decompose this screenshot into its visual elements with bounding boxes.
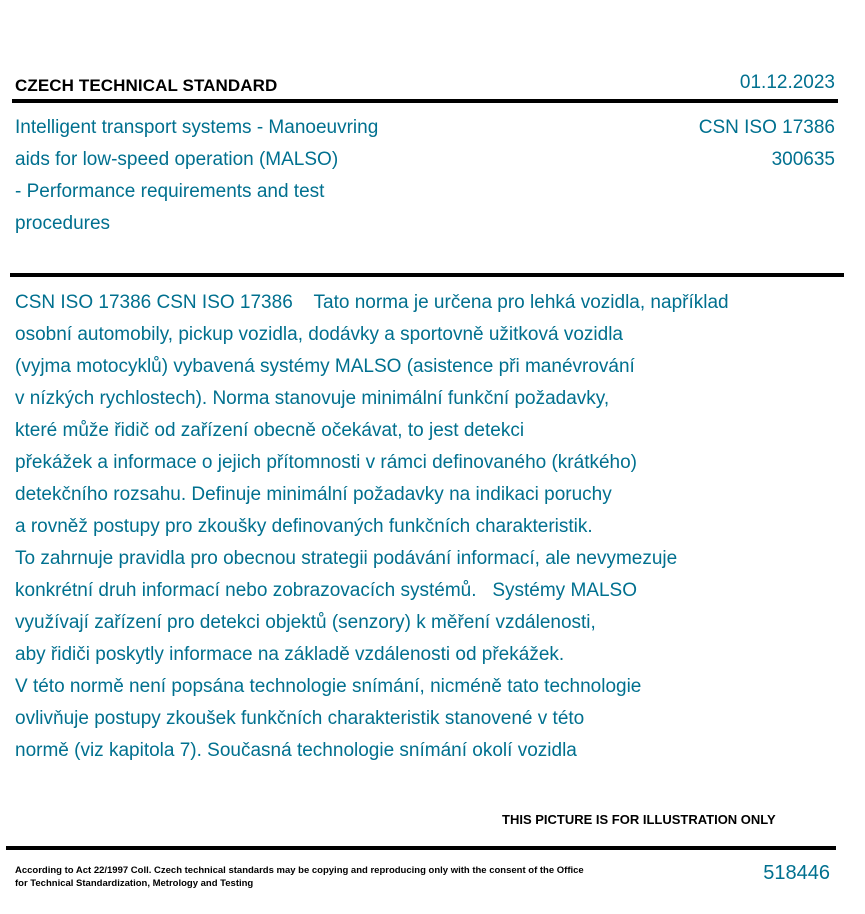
document-type-label: CZECH TECHNICAL STANDARD <box>15 76 278 95</box>
body-line: detekčního rozsahu. Definuje minimální požadavky na indikaci poruchy <box>15 484 612 505</box>
body-line: osobní automobily, pickup vozidla, dodávky a sportovně užitková vozidla <box>15 324 623 345</box>
body-line: v nízkých rychlostech). Norma stanovuje minimální funkční požadavky, <box>15 388 610 409</box>
title-line: - Performance requirements and test <box>15 181 325 202</box>
body-line: ovlivňuje postupy zkoušek funkčních charakteristik stanovené v této <box>15 708 585 729</box>
publication-date: 01.12.2023 <box>739 72 835 93</box>
body-line: V této normě není popsána technologie snímání, nicméně tato technologie <box>15 676 642 697</box>
body-line: aby řidiči poskytly informace na základě vzdálenosti od překážek. <box>15 644 565 665</box>
standard-number: 300635 <box>771 149 835 170</box>
title-line: aids for low-speed operation (MALSO) <box>15 149 339 170</box>
illustration-note: THIS PICTURE IS FOR ILLUSTRATION ONLY <box>502 812 776 827</box>
title-line: Intelligent transport systems - Manoeuvring <box>15 117 379 138</box>
body-line: překážek a informace o jejich přítomnosti v rámci definovaného (krátkého) <box>15 452 638 473</box>
body-line: které může řidič od zařízení obecně očekávat, to jest detekci <box>15 420 525 441</box>
header-divider <box>12 99 838 103</box>
document-id: 518446 <box>763 862 830 884</box>
body-line: To zahrnuje pravidla pro obecnou strategii podávání informací, ale nevymezuje <box>15 548 678 569</box>
copyright-notice-line: According to Act 22/1997 Coll. Czech technical standards may be copying and reproducing only with the consent of the Office <box>15 865 584 876</box>
body-line: využívají zařízení pro detekci objektů (senzory) k měření vzdálenosti, <box>15 612 596 633</box>
title-divider <box>10 273 844 277</box>
body-line: (vyjma motocyklů) vybavená systémy MALSO (asistence při manévrování <box>15 356 635 377</box>
body-line: CSN ISO 17386 CSN ISO 17386 Tato norma je určena pro lehká vozidla, například <box>15 292 729 313</box>
body-line: normě (viz kapitola 7). Současná technologie snímání okolí vozidla <box>15 740 577 761</box>
title-line: procedures <box>15 213 111 234</box>
body-line: a rovněž postupy pro zkoušky definovaných funkčních charakteristik. <box>15 516 593 537</box>
footer-divider <box>6 846 836 850</box>
copyright-notice-line: for Technical Standardization, Metrology and Testing <box>15 878 254 889</box>
standard-code: CSN ISO 17386 <box>698 117 835 138</box>
body-line: konkrétní druh informací nebo zobrazovacích systémů. Systémy MALSO <box>15 580 637 601</box>
